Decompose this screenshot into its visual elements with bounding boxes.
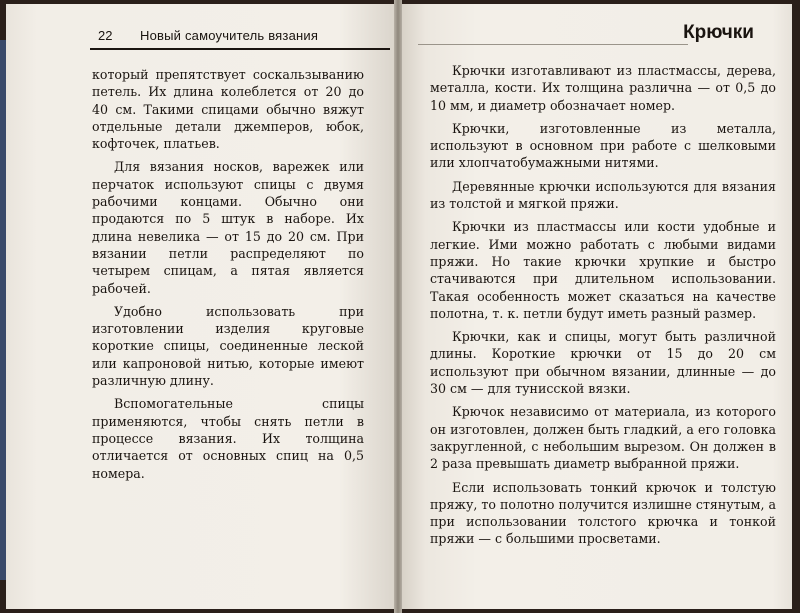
paragraph: Удобно использовать при изготовлении изделия круговые короткие спицы, соединенные леской или капроновой нитью, которые имеют различную длину.	[92, 303, 364, 389]
running-head: Новый самоучитель вязания	[140, 28, 319, 43]
paragraph: Если использовать тонкий крючок и толстую пряжу, то полотно получится излишне стянутым, а при использовании толстого крючка и тонкой пряжи — с большими просветами.	[430, 479, 776, 547]
left-page-text	[92, 66, 364, 488]
book-spine	[394, 0, 402, 613]
paragraph: Крючки из пластмассы или кости удобные и легкие. Ими можно работать с любыми видами пряжи. Но такие крючки хрупкие и быстро стачиваются при длительном использовании. Такая особенность может сказаться на качестве полотна, т. к. петли будут иметь разный размер.	[430, 219, 776, 321]
right-page-text	[430, 62, 776, 554]
paragraph: Для вязания носков, варежек или перчаток используют спицы с двумя рабочими концами. Обычно они продаются по 5 штук в наборе. Их длина невелика — от 15 до 20 см. При вязании петли распределяют по четырем спицам, а пятая является рабочей.	[92, 159, 364, 296]
page-number: 22	[98, 28, 113, 43]
paragraph: Крючок независимо от материала, из которого он изготовлен, должен быть гладкий, а его головка закругленной, с небольшим вырезом. Он должен в 2 раза превышать диаметр выбранной пряжи.	[430, 404, 776, 472]
paragraph: который препятствует соскальзыванию петель. Их длина колеблется от 20 до 40 см. Такими спицами обычно вяжут отдельные детали джемперов, юбок, кофточек, платьев.	[92, 67, 364, 152]
chapter-title: Крючки	[683, 22, 754, 43]
right-header-rule	[418, 44, 688, 45]
paragraph: Крючки, как и спицы, могут быть различной длины. Короткие крючки от 15 до 20 см используют при обычном вязании, длинные — до 30 см — для тунисской вязки.	[430, 329, 776, 397]
right-page-header	[398, 22, 792, 50]
paragraph: Крючки изготавливают из пластмассы, дерева, металла, кости. Их толщина различна — от 0,5 до 10 мм, и диаметр обозначает номер.	[430, 63, 776, 113]
paragraph: Крючки, изготовленные из металла, используют в основном при работе с шелковыми или хлопчатобумажными нитями.	[430, 120, 776, 171]
paragraph: Вспомогательные спицы применяются, чтобы снять петли в процессе вязания. Их толщина отличается от основных спиц на 0,5 номера.	[92, 396, 364, 481]
paragraph: Деревянные крючки используются для вязания из толстой и мягкой пряжи.	[430, 178, 776, 212]
